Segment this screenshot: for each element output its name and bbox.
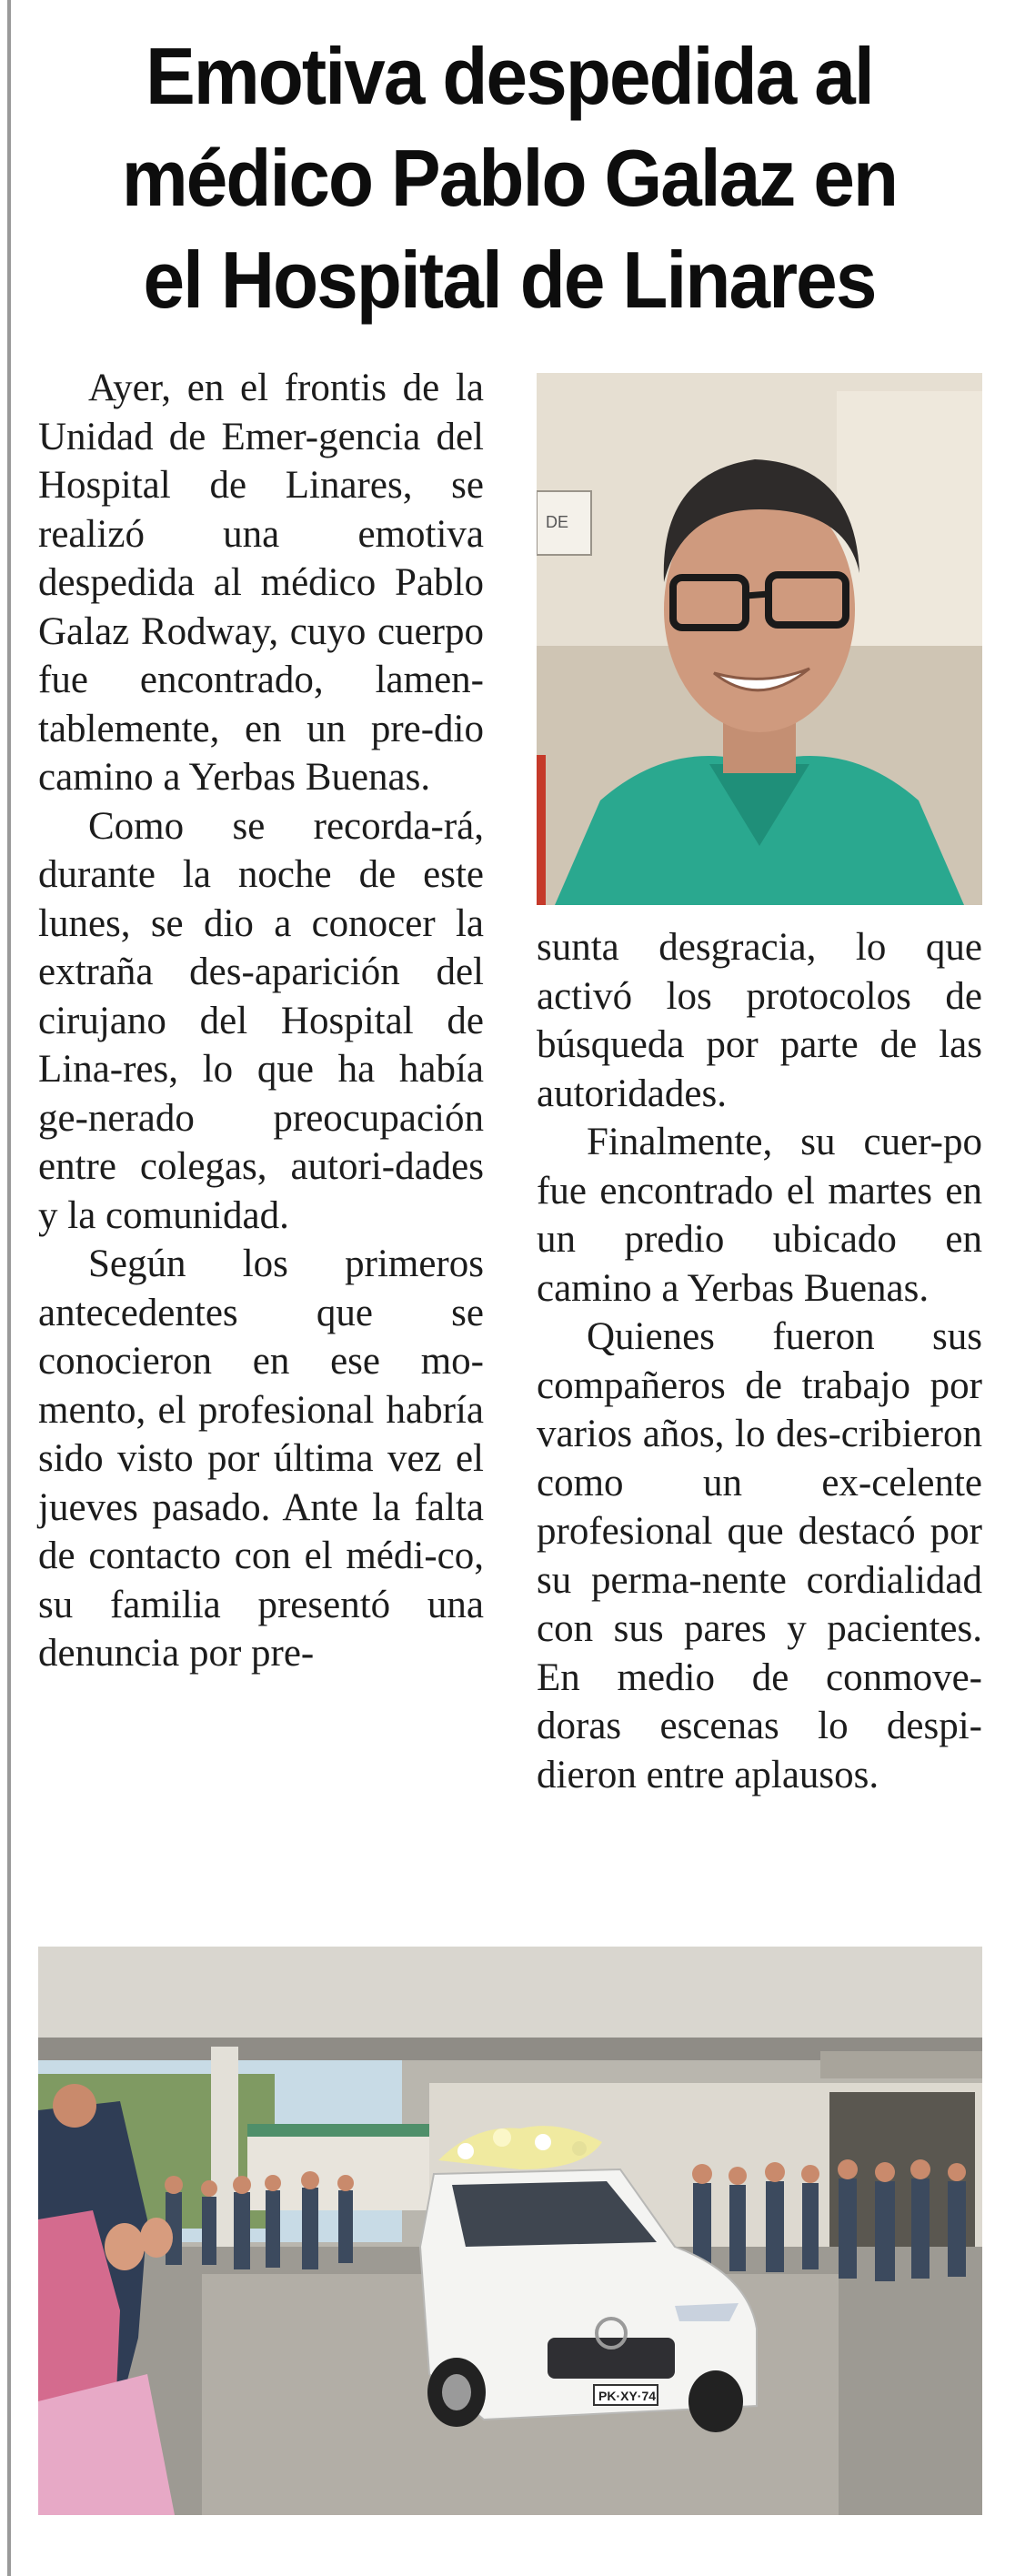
article-column-left <box>38 364 484 1678</box>
wall-sign-text: DE <box>546 513 569 531</box>
license-plate-text: PK·XY·74 <box>598 2389 657 2403</box>
paragraph-5: Finalmente, su cuer-po fue encontrado el martes en un predio ubicado en camino a Yerbas Buenas. <box>537 1121 982 1310</box>
headline-line-3: el Hospital de Linares <box>143 235 876 325</box>
page-left-rule <box>7 0 11 2576</box>
headline-line-1: Emotiva despedida al <box>146 31 873 121</box>
paragraph-4: sunta desgracia, lo que activó los protocolos de búsqueda por parte de las autoridades. <box>537 926 982 1115</box>
paragraph-1: Ayer, en el frontis de la Unidad de Emer-gencia del Hospital de Linares, se realizó una emotiva despedida al médico Pablo Galaz Rodway, cuyo cuerpo fue encontrado, lamen-tablemente, en un pre-dio camino a Yerbas Buenas. <box>38 367 484 799</box>
headline-line-2: médico Pablo Galaz en <box>121 133 898 223</box>
paragraph-2: Como se recorda-rá, durante la noche de este lunes, se dio a conocer la extraña des-aparición del cirujano del Hospital de Lina-res, lo que ha había ge-nerado preocupación entre colegas, autori-dades y la comunidad. <box>38 804 484 1237</box>
farewell-scene-photo <box>38 1947 982 2515</box>
portrait-photo <box>537 373 982 905</box>
headline <box>78 25 941 331</box>
paragraph-6: Quienes fueron sus compañeros de trabajo por varios años, lo des-cribieron como un ex-celente profesional que destacó por su perma-nente cordialidad con sus pares y pacientes. En medio de conmove-doras escenas lo despi-dieron entre aplausos. <box>537 1315 982 1796</box>
article-column-right <box>537 923 982 1799</box>
paragraph-3: Según los primeros antecedentes que se conocieron en ese mo-mento, el profesional habría sido visto por última vez el jueves pasado. Ante la falta de contacto con el médi-co, su familia presentó una denuncia por pre- <box>38 1243 484 1675</box>
